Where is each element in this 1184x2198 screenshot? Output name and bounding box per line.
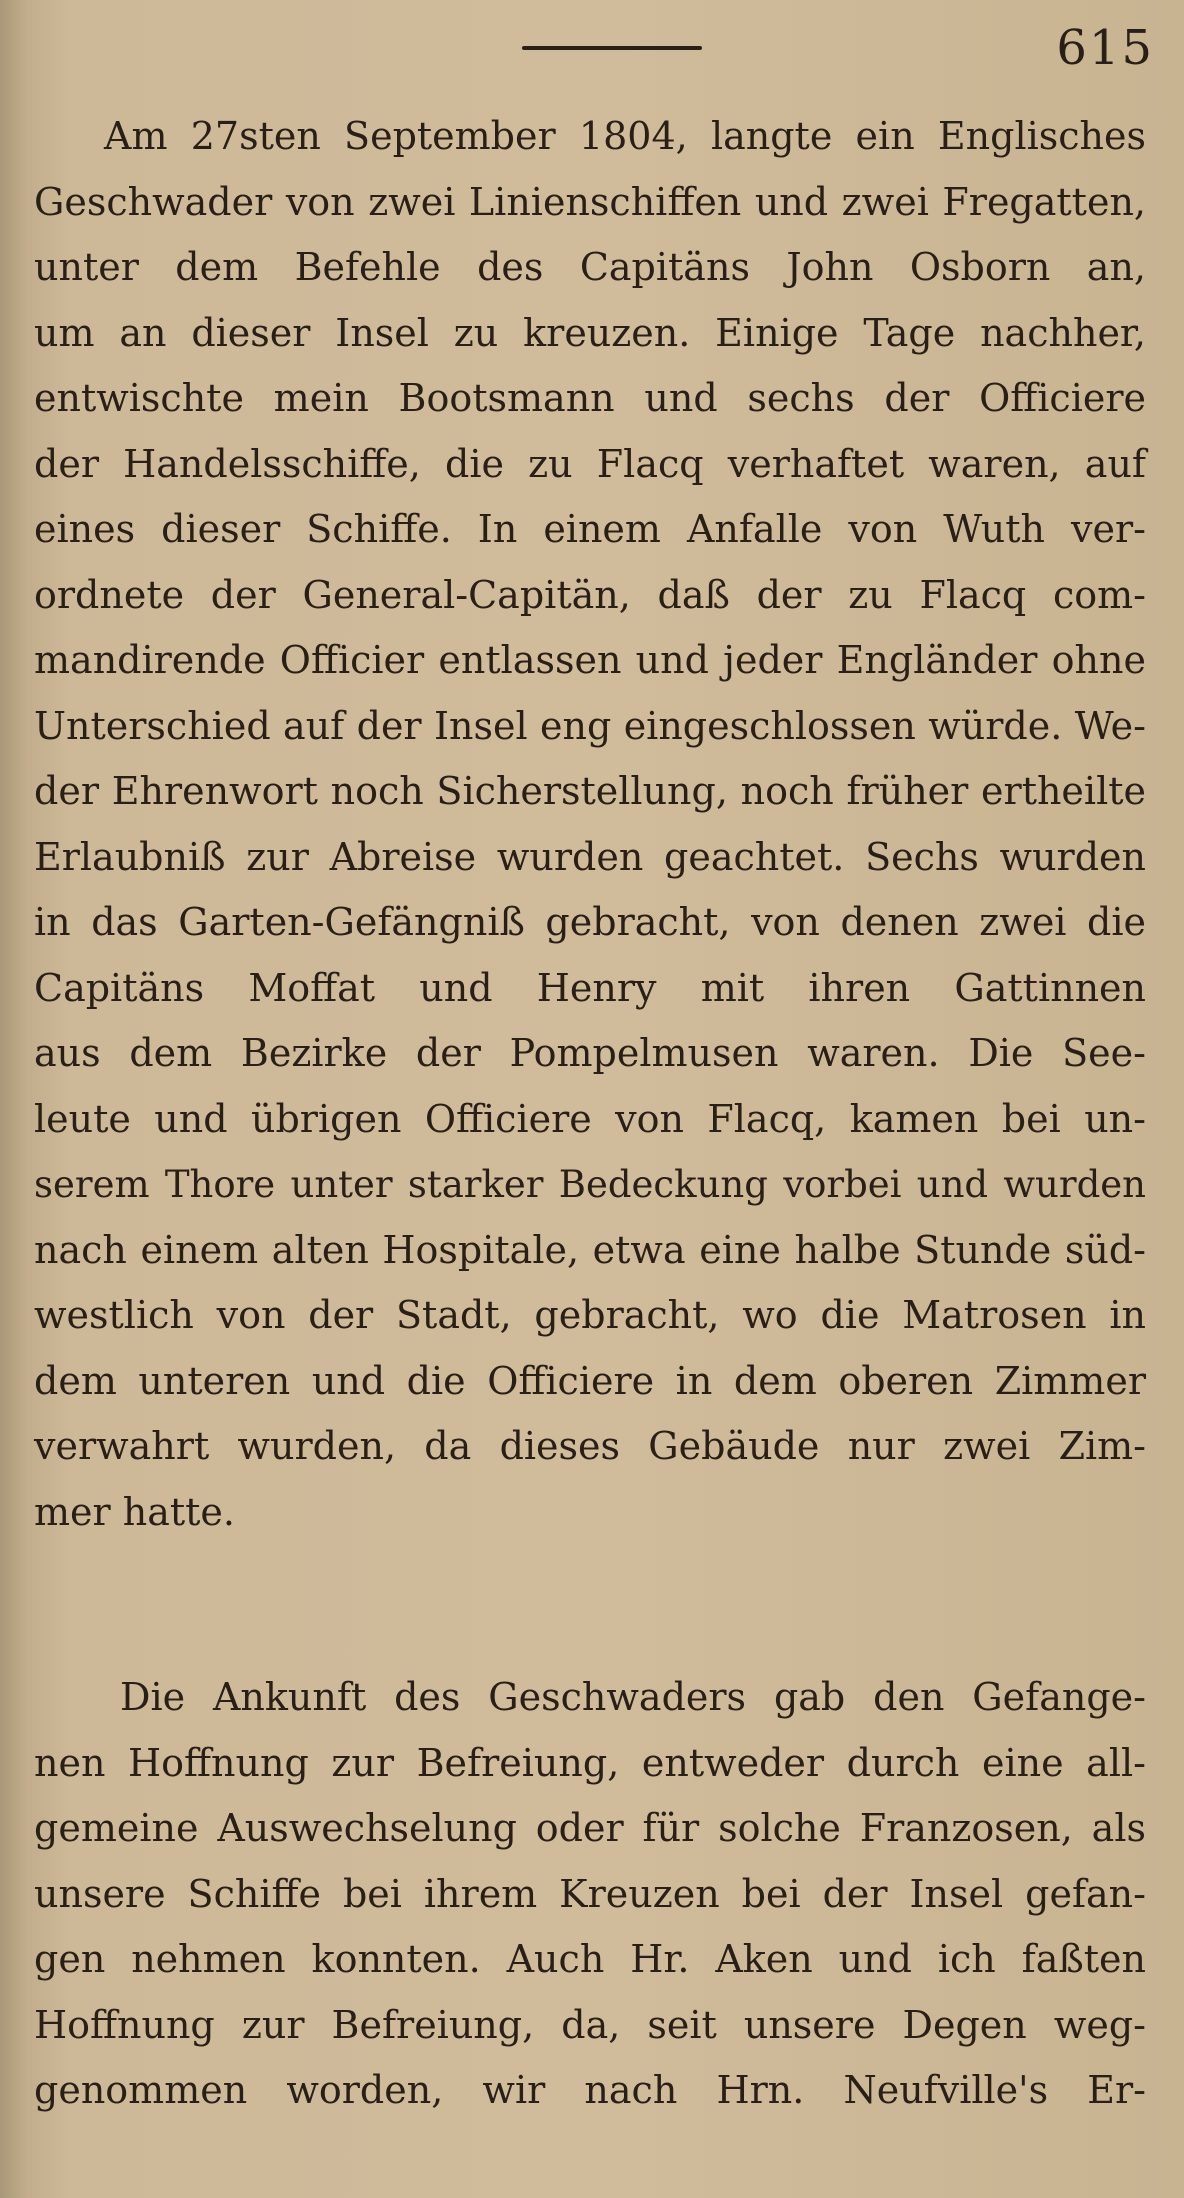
- text-line: gemeine Auswechselung oder für solche Franzosen, als: [34, 1806, 1146, 1850]
- text-line: serem Thore unter starker Bedeckung vorbei und wurden: [34, 1163, 1146, 1206]
- header-rule: [522, 46, 702, 50]
- text-line: Die Ankunft des Geschwaders gab den Gefange-: [120, 1675, 1146, 1719]
- text-line: Am 27sten September 1804, langte ein Englisches: [104, 114, 1146, 158]
- text-line: ordnete der General-Capitän, daß der zu Flacq com-: [34, 572, 1146, 617]
- text-line: westlich von der Stadt, gebracht, wo die Matrosen in: [34, 1293, 1146, 1337]
- page-number: 615: [1056, 20, 1154, 76]
- text-line: mandirende Officier entlassen und jeder Engländer ohne: [34, 638, 1146, 682]
- text-line: verwahrt wurden, da dieses Gebäude nur zwei Zim-: [34, 1424, 1146, 1468]
- text-line: unsere Schiffe bei ihrem Kreuzen bei der Insel gefan-: [34, 1871, 1146, 1916]
- text-line: aus dem Bezirke der Pompelmusen waren. Die See-: [34, 1031, 1146, 1075]
- text-line: nen Hoffnung zur Befreiung, entweder durch eine all-: [34, 1740, 1146, 1785]
- text-line: in das Garten-Gefängniß gebracht, von denen zwei die: [34, 900, 1146, 944]
- text-line: entwischte mein Bootsmann und sechs der Officiere: [34, 376, 1146, 420]
- text-line: um an dieser Insel zu kreuzen. Einige Tage nachher,: [34, 310, 1146, 355]
- text-line: eines dieser Schiffe. In einem Anfalle von Wuth ver-: [34, 507, 1146, 551]
- text-line: nach einem alten Hospitale, etwa eine halbe Stunde süd-: [34, 1227, 1146, 1272]
- text-line: dem unteren und die Officiere in dem oberen Zimmer: [34, 1358, 1146, 1403]
- text-line: Hoffnung zur Befreiung, da, seit unsere Degen weg-: [34, 2002, 1146, 2047]
- text-line: gen nehmen konnten. Auch Hr. Aken und ich faßten: [34, 1937, 1146, 1981]
- text-line: leute und übrigen Officiere von Flacq, kamen bei un-: [34, 1096, 1146, 1141]
- text-line: mer hatte.: [34, 1489, 236, 1534]
- text-line: Unterschied auf der Insel eng eingeschlossen würde. We-: [34, 703, 1146, 748]
- text-line: Erlaubniß zur Abreise wurden geachtet. Sechs wurden: [34, 834, 1146, 879]
- text-line: der Handelsschiffe, die zu Flacq verhaftet waren, auf: [34, 441, 1146, 486]
- text-line: Geschwader von zwei Linienschiffen und zwei Fregatten,: [34, 179, 1146, 224]
- text-line: genommen worden, wir nach Hrn. Neufville's Er-: [34, 2068, 1146, 2112]
- text-line: Capitäns Moffat und Henry mit ihren Gattinnen: [34, 965, 1146, 1010]
- paragraph-2: [34, 1665, 1146, 2124]
- paragraph-1: [34, 104, 1146, 1545]
- text-line: unter dem Befehle des Capitäns John Osborn an,: [34, 245, 1146, 289]
- text-line: der Ehrenwort noch Sicherstellung, noch früher ertheilte: [34, 769, 1146, 813]
